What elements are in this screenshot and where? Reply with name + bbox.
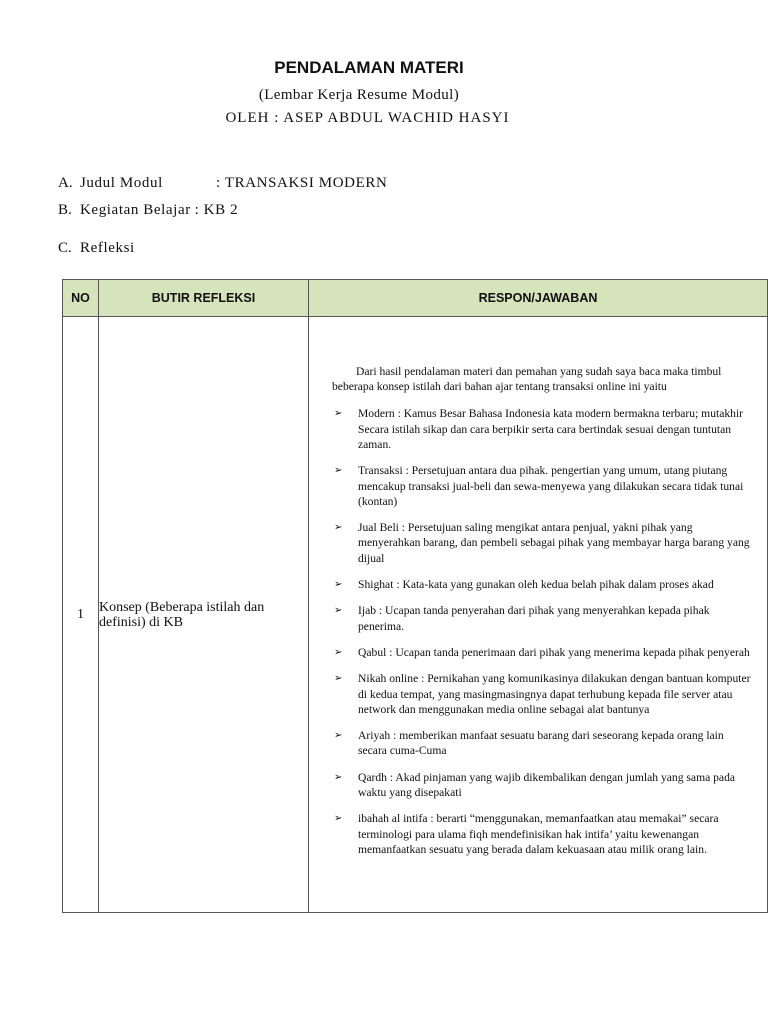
list-item-text: Ariyah : memberikan manfaat sesuatu barang dari seseorang kepada orang lain secara cuma-Cuma xyxy=(358,729,724,758)
header-no: NO xyxy=(63,280,99,317)
meta-label: Judul Modul xyxy=(80,175,163,191)
cell-no: 1 xyxy=(63,317,99,913)
list-item xyxy=(332,520,755,566)
meta-value: : TRANSAKSI MODERN xyxy=(216,175,388,191)
cell-butir: Konsep (Beberapa istilah dan definisi) di KB xyxy=(99,317,309,913)
list-item-text: Nikah online : Pernikahan yang komunikasinya dilakukan dengan bantuan komputer di kedua tempat, yang masingmasingnya dapat terhubung kepada file server atau network dan menggunakan media online sebagai alat bantunya xyxy=(358,672,751,716)
list-item xyxy=(332,577,755,592)
arrow-bullet-icon: ➢ xyxy=(334,646,343,658)
list-item xyxy=(332,463,755,509)
response-list xyxy=(332,406,755,857)
list-item-text: Modern : Kamus Besar Bahasa Indonesia kata modern bermakna terbaru; mutakhir Secara istilah sikap dan cara berpikir serta cara bertindak sesuai dengan tuntutan zaman. xyxy=(358,407,744,451)
list-item xyxy=(332,728,755,759)
reflection-table xyxy=(62,279,768,913)
list-item-text: Qabul : Ucapan tanda penerimaan dari pihak yang menerima kepada pihak penyerah xyxy=(358,645,750,659)
meta-judul-modul xyxy=(58,175,387,192)
arrow-bullet-icon: ➢ xyxy=(334,771,343,783)
arrow-bullet-icon: ➢ xyxy=(334,813,343,825)
arrow-bullet-icon: ➢ xyxy=(334,408,343,420)
meta-label: Kegiatan Belajar xyxy=(80,202,191,218)
list-item-text: Ijab : Ucapan tanda penyerahan dari pihak yang menyerahkan kepada pihak penerima. xyxy=(358,604,710,633)
meta-letter: C. xyxy=(58,240,72,256)
list-item-text: ibahah al intifa : berarti “menggunakan, memanfaatkan atau memakai” secara terminologi para ulama fiqh mendefinisikan hak intifa’ yaitu kewenangan memanfaatkan sesuatu yang berada dalam kekuasaan atau milik orang lain. xyxy=(358,812,719,856)
meta-letter: B. xyxy=(58,202,72,218)
cell-respon xyxy=(309,317,768,913)
meta-value: : KB 2 xyxy=(194,202,239,218)
meta-label: Refleksi xyxy=(80,240,135,256)
header-respon-jawaban: RESPON/JAWABAN xyxy=(309,280,768,317)
arrow-bullet-icon: ➢ xyxy=(334,605,343,617)
arrow-bullet-icon: ➢ xyxy=(334,465,343,477)
list-item-text: Qardh : Akad pinjaman yang wajib dikembalikan dengan jumlah yang sama pada waktu yang disepakati xyxy=(358,770,736,800)
arrow-bullet-icon: ➢ xyxy=(334,730,343,742)
page-subtitle: (Lembar Kerja Resume Modul) xyxy=(258,87,460,103)
list-item-text: Transaksi : Persetujuan antara dua pihak. pengertian yang umum, utang piutang mencakup transaksi jual-beli dan sewa-menyewa yang dilakukan secara tidak tunai (kontan) xyxy=(358,464,744,508)
arrow-bullet-icon: ➢ xyxy=(334,673,343,685)
list-item-text: Shighat : Kata-kata yang gunakan oleh kedua belah pihak dalam proses akad xyxy=(358,578,714,592)
table-header-row xyxy=(63,280,768,317)
arrow-bullet-icon: ➢ xyxy=(334,579,343,591)
arrow-bullet-icon: ➢ xyxy=(334,522,343,534)
meta-kegiatan-belajar xyxy=(58,202,238,219)
list-item xyxy=(332,406,755,452)
header-butir-refleksi: BUTIR REFLEKSI xyxy=(99,280,309,317)
page-title: PENDALAMAN MATERI xyxy=(274,58,464,77)
list-item xyxy=(332,811,755,857)
list-item xyxy=(332,645,755,660)
author-line: OLEH : ASEP ABDUL WACHID HASYI xyxy=(225,110,510,126)
meta-letter: A. xyxy=(58,175,73,191)
meta-refleksi xyxy=(58,240,135,257)
list-item-text: Jual Beli : Persetujuan saling mengikat antara penjual, yakni pihak yang menyerahkan barang, dan pembeli sebagai pihak yang membayar harga barang yang dijual xyxy=(358,521,750,565)
list-item xyxy=(332,603,755,634)
list-item xyxy=(332,671,755,717)
list-item xyxy=(332,770,755,801)
table-row xyxy=(63,317,768,913)
response-intro: Dari hasil pendalaman materi dan pemahan yang sudah saya baca maka timbul beberapa konsep istilah dari bahan ajar tentang transaksi online ini yaitu xyxy=(332,364,722,394)
